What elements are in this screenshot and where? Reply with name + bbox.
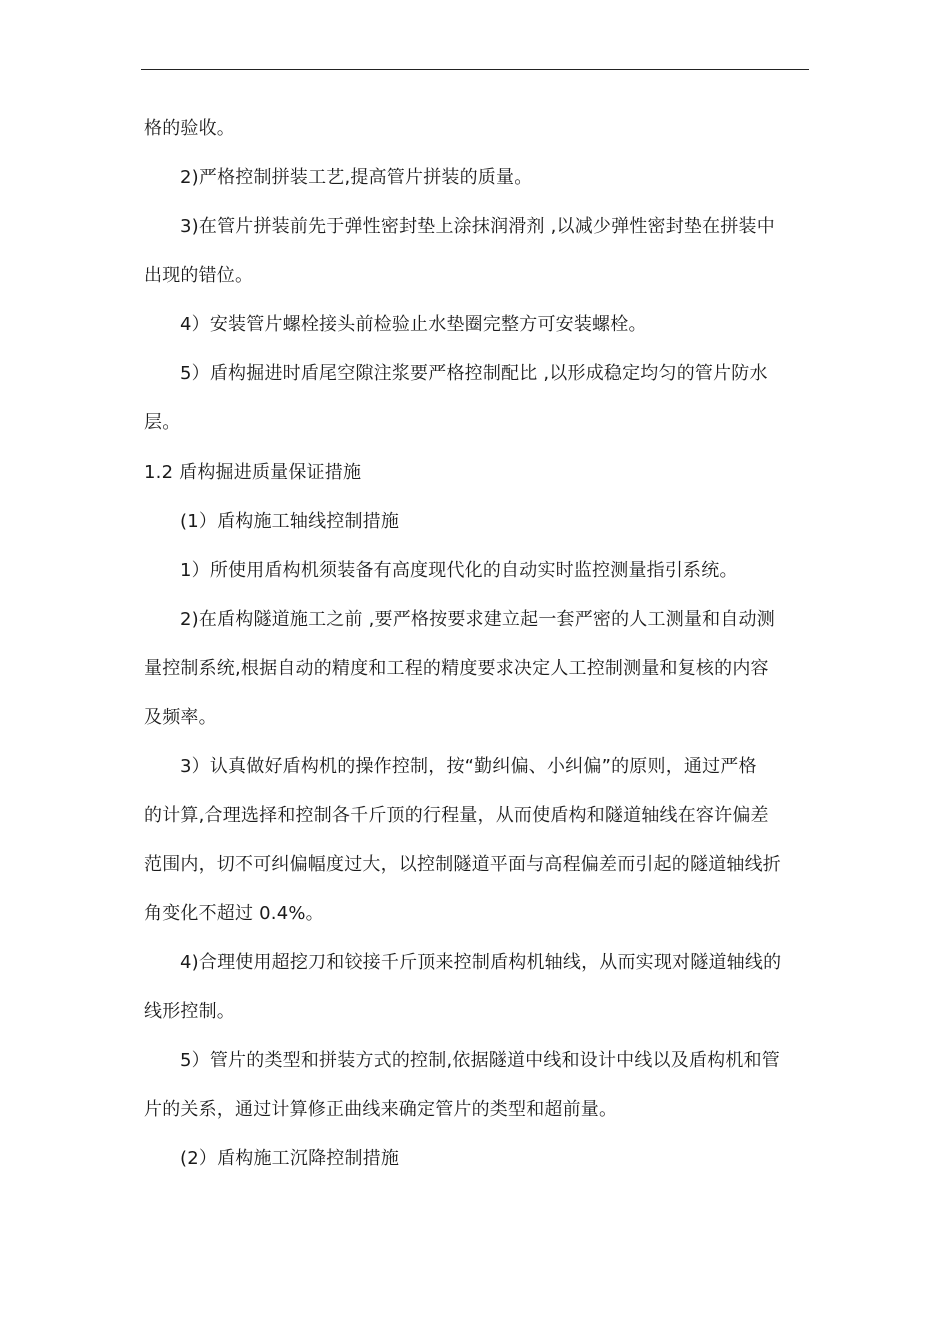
text-line: 出现的错位。 — [144, 265, 254, 286]
text-line: 量控制系统,根据自动的精度和工程的精度要求决定人工控制测量和复核的内容 — [144, 658, 769, 679]
text-line: 及频率。 — [144, 707, 217, 728]
text-line: 层。 — [144, 412, 181, 433]
header-rule — [141, 69, 809, 70]
text-line: 片的关系，通过计算修正曲线来确定管片的类型和超前量。 — [144, 1099, 618, 1120]
text-line: 1）所使用盾构机须装备有高度现代化的自动实时监控测量指引系统。 — [180, 560, 738, 581]
text-line: 2)在盾构隧道施工之前 ,要严格按要求建立起一套严密的人工测量和自动测 — [180, 609, 775, 630]
section-heading: 1.2 盾构掘进质量保证措施 — [144, 462, 362, 483]
text-line: 的计算,合理选择和控制各千斤顶的行程量，从而使盾构和隧道轴线在容许偏差 — [144, 805, 769, 826]
text-line: 4)合理使用超挖刀和铰接千斤顶来控制盾构机轴线，从而实现对隧道轴线的 — [180, 952, 782, 973]
subsection-heading: (2）盾构施工沉降控制措施 — [180, 1148, 400, 1169]
document-body — [144, 104, 810, 1183]
text-line: 格的验收。 — [144, 118, 235, 139]
text-line: 范围内，切不可纠偏幅度过大，以控制隧道平面与高程偏差而引起的隧道轴线折 — [144, 854, 781, 875]
text-line: 3)在管片拼装前先于弹性密封垫上涂抹润滑剂 ,以减少弹性密封垫在拼装中 — [180, 216, 775, 237]
text-line: 5）管片的类型和拼装方式的控制,依据隧道中线和设计中线以及盾构机和管 — [180, 1050, 780, 1071]
text-line: 角变化不超过 0.4%。 — [144, 903, 324, 924]
text-line: 4）安装管片螺栓接头前检验止水垫圈完整方可安装螺栓。 — [180, 314, 647, 335]
text-line: 5）盾构掘进时盾尾空隙注浆要严格控制配比 ,以形成稳定均匀的管片防水 — [180, 363, 768, 384]
text-line: 2)严格控制拼装工艺,提高管片拼装的质量。 — [180, 167, 533, 188]
text-line: 线形控制。 — [144, 1001, 235, 1022]
subsection-heading: (1）盾构施工轴线控制措施 — [180, 511, 400, 532]
text-line: 3）认真做好盾构机的操作控制，按“勤纠偏、小纠偏”的原则，通过严格 — [180, 756, 757, 777]
